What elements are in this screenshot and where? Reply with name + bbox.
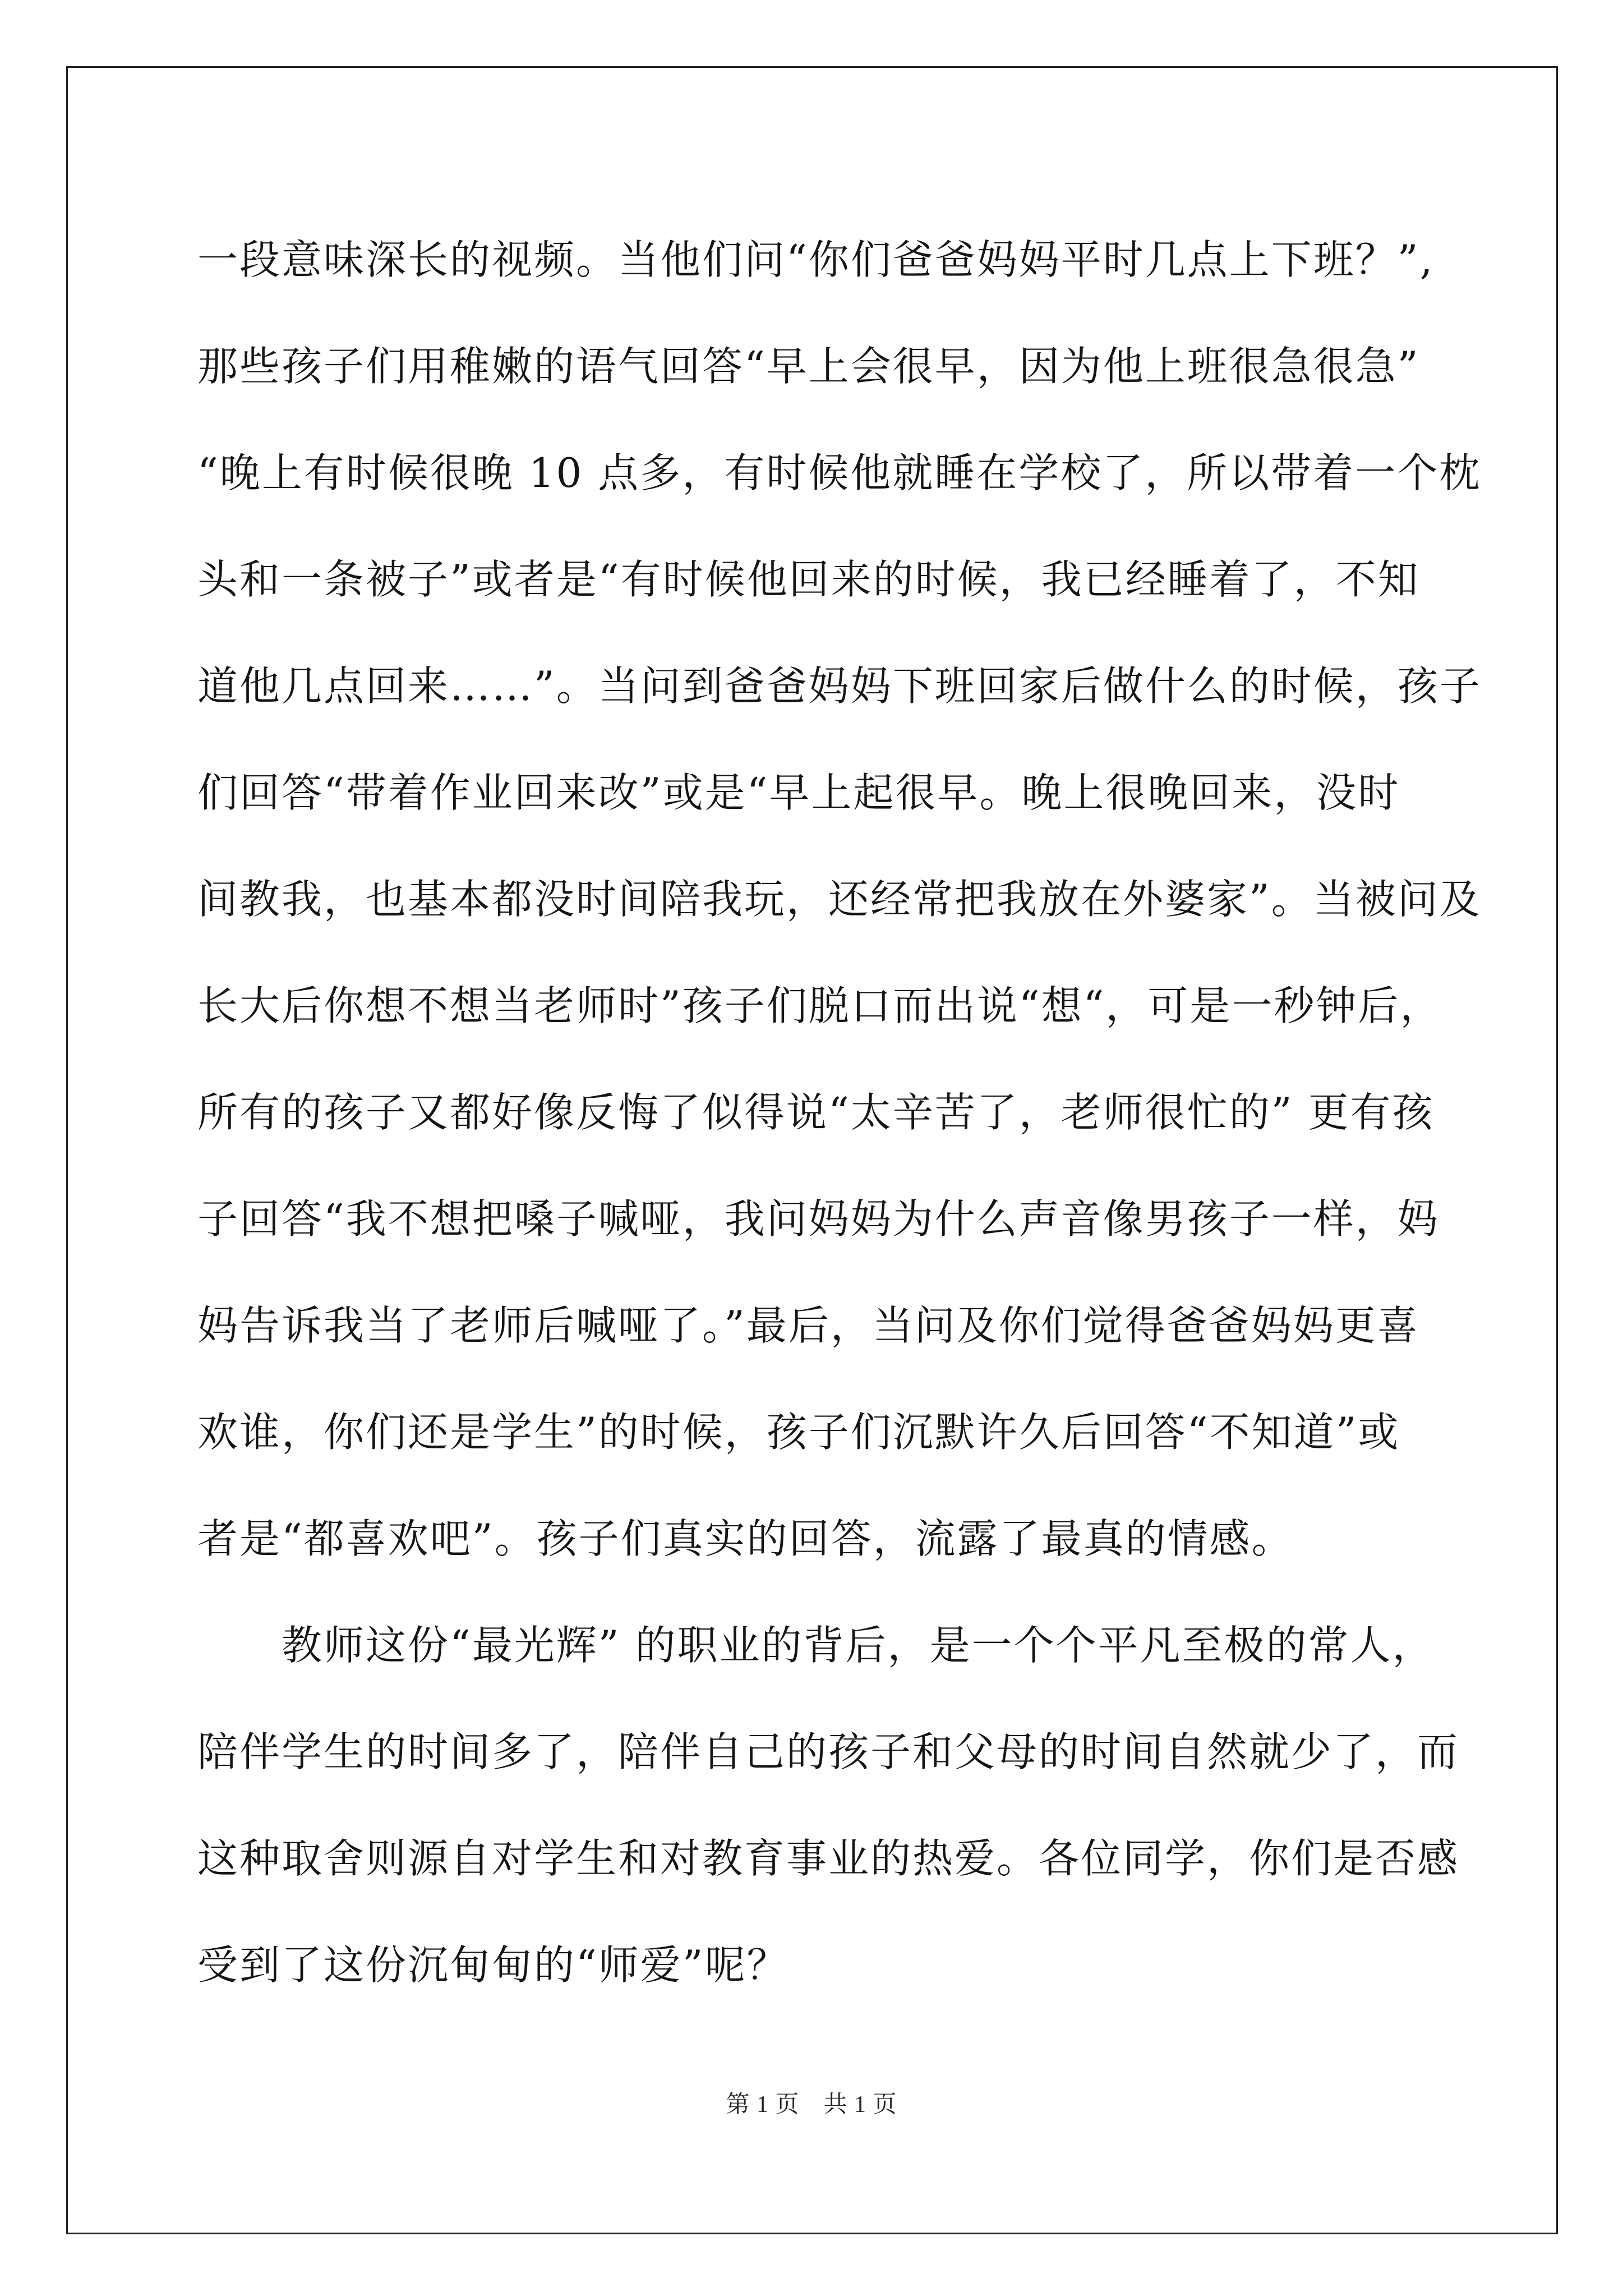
text-line: 这种取舍则源自对学生和对教育事业的热爱。各位同学，你们是否感 xyxy=(197,1835,1460,1882)
text-line: 间教我，也基本都没时间陪我玩，还经常把我放在外婆家”。当被问及 xyxy=(197,876,1482,923)
document-body xyxy=(197,206,1482,2018)
text-line: 那些孩子们用稚嫩的语气回答“早上会很早，因为他上班很急很急” xyxy=(197,343,1420,390)
page-number-footer: 第 1 页 共 1 页 xyxy=(726,2092,897,2118)
text-line: 教师这份“最光辉” 的职业的背后，是一个个平凡至极的常人， xyxy=(197,1622,1435,1669)
text-line: 妈告诉我当了老师后喊哑了。”最后，当问及你们觉得爸爸妈妈更喜 xyxy=(197,1302,1419,1349)
text-line: 道他几点回来……”。当问到爸爸妈妈下班回家后做什么的时候，孩子 xyxy=(197,662,1482,710)
text-line: 头和一条被子”或者是“有时候他回来的时候，我已经睡着了，不知 xyxy=(197,556,1420,603)
text-line: 长大后你想不想当老师时”孩子们脱口而出说“想“，可是一秒钟后， xyxy=(197,982,1442,1029)
text-line: 陪伴学生的时间多了，陪伴自己的孩子和父母的时间自然就少了，而 xyxy=(197,1728,1460,1775)
text-line: 们回答“带着作业回来改”或是“早上起很早。晚上很晚回来，没时 xyxy=(197,769,1400,816)
text-line: 一段意味深长的视频。当他们问“你们爸爸妈妈平时几点上下班？”, xyxy=(197,236,1435,283)
text-line: 欢谁，你们还是学生”的时候，孩子们沉默许久后回答“不知道”或 xyxy=(197,1409,1400,1456)
text-line: “晚上有时候很晚 10 点多，有时候他就睡在学校了，所以带着一个枕 xyxy=(197,449,1482,496)
text-line: 子回答“我不想把嗓子喊哑，我问妈妈为什么声音像男孩子一样，妈 xyxy=(197,1195,1440,1243)
text-line: 受到了这份沉甸甸的“师爱”呢？ xyxy=(197,1941,789,1989)
text-line: 者是“都喜欢吧”。孩子们真实的回答，流露了最真的情感。 xyxy=(197,1515,1294,1562)
text-line: 所有的孩子又都好像反悔了似得说“太辛苦了，老师很忙的” 更有孩 xyxy=(197,1089,1435,1136)
